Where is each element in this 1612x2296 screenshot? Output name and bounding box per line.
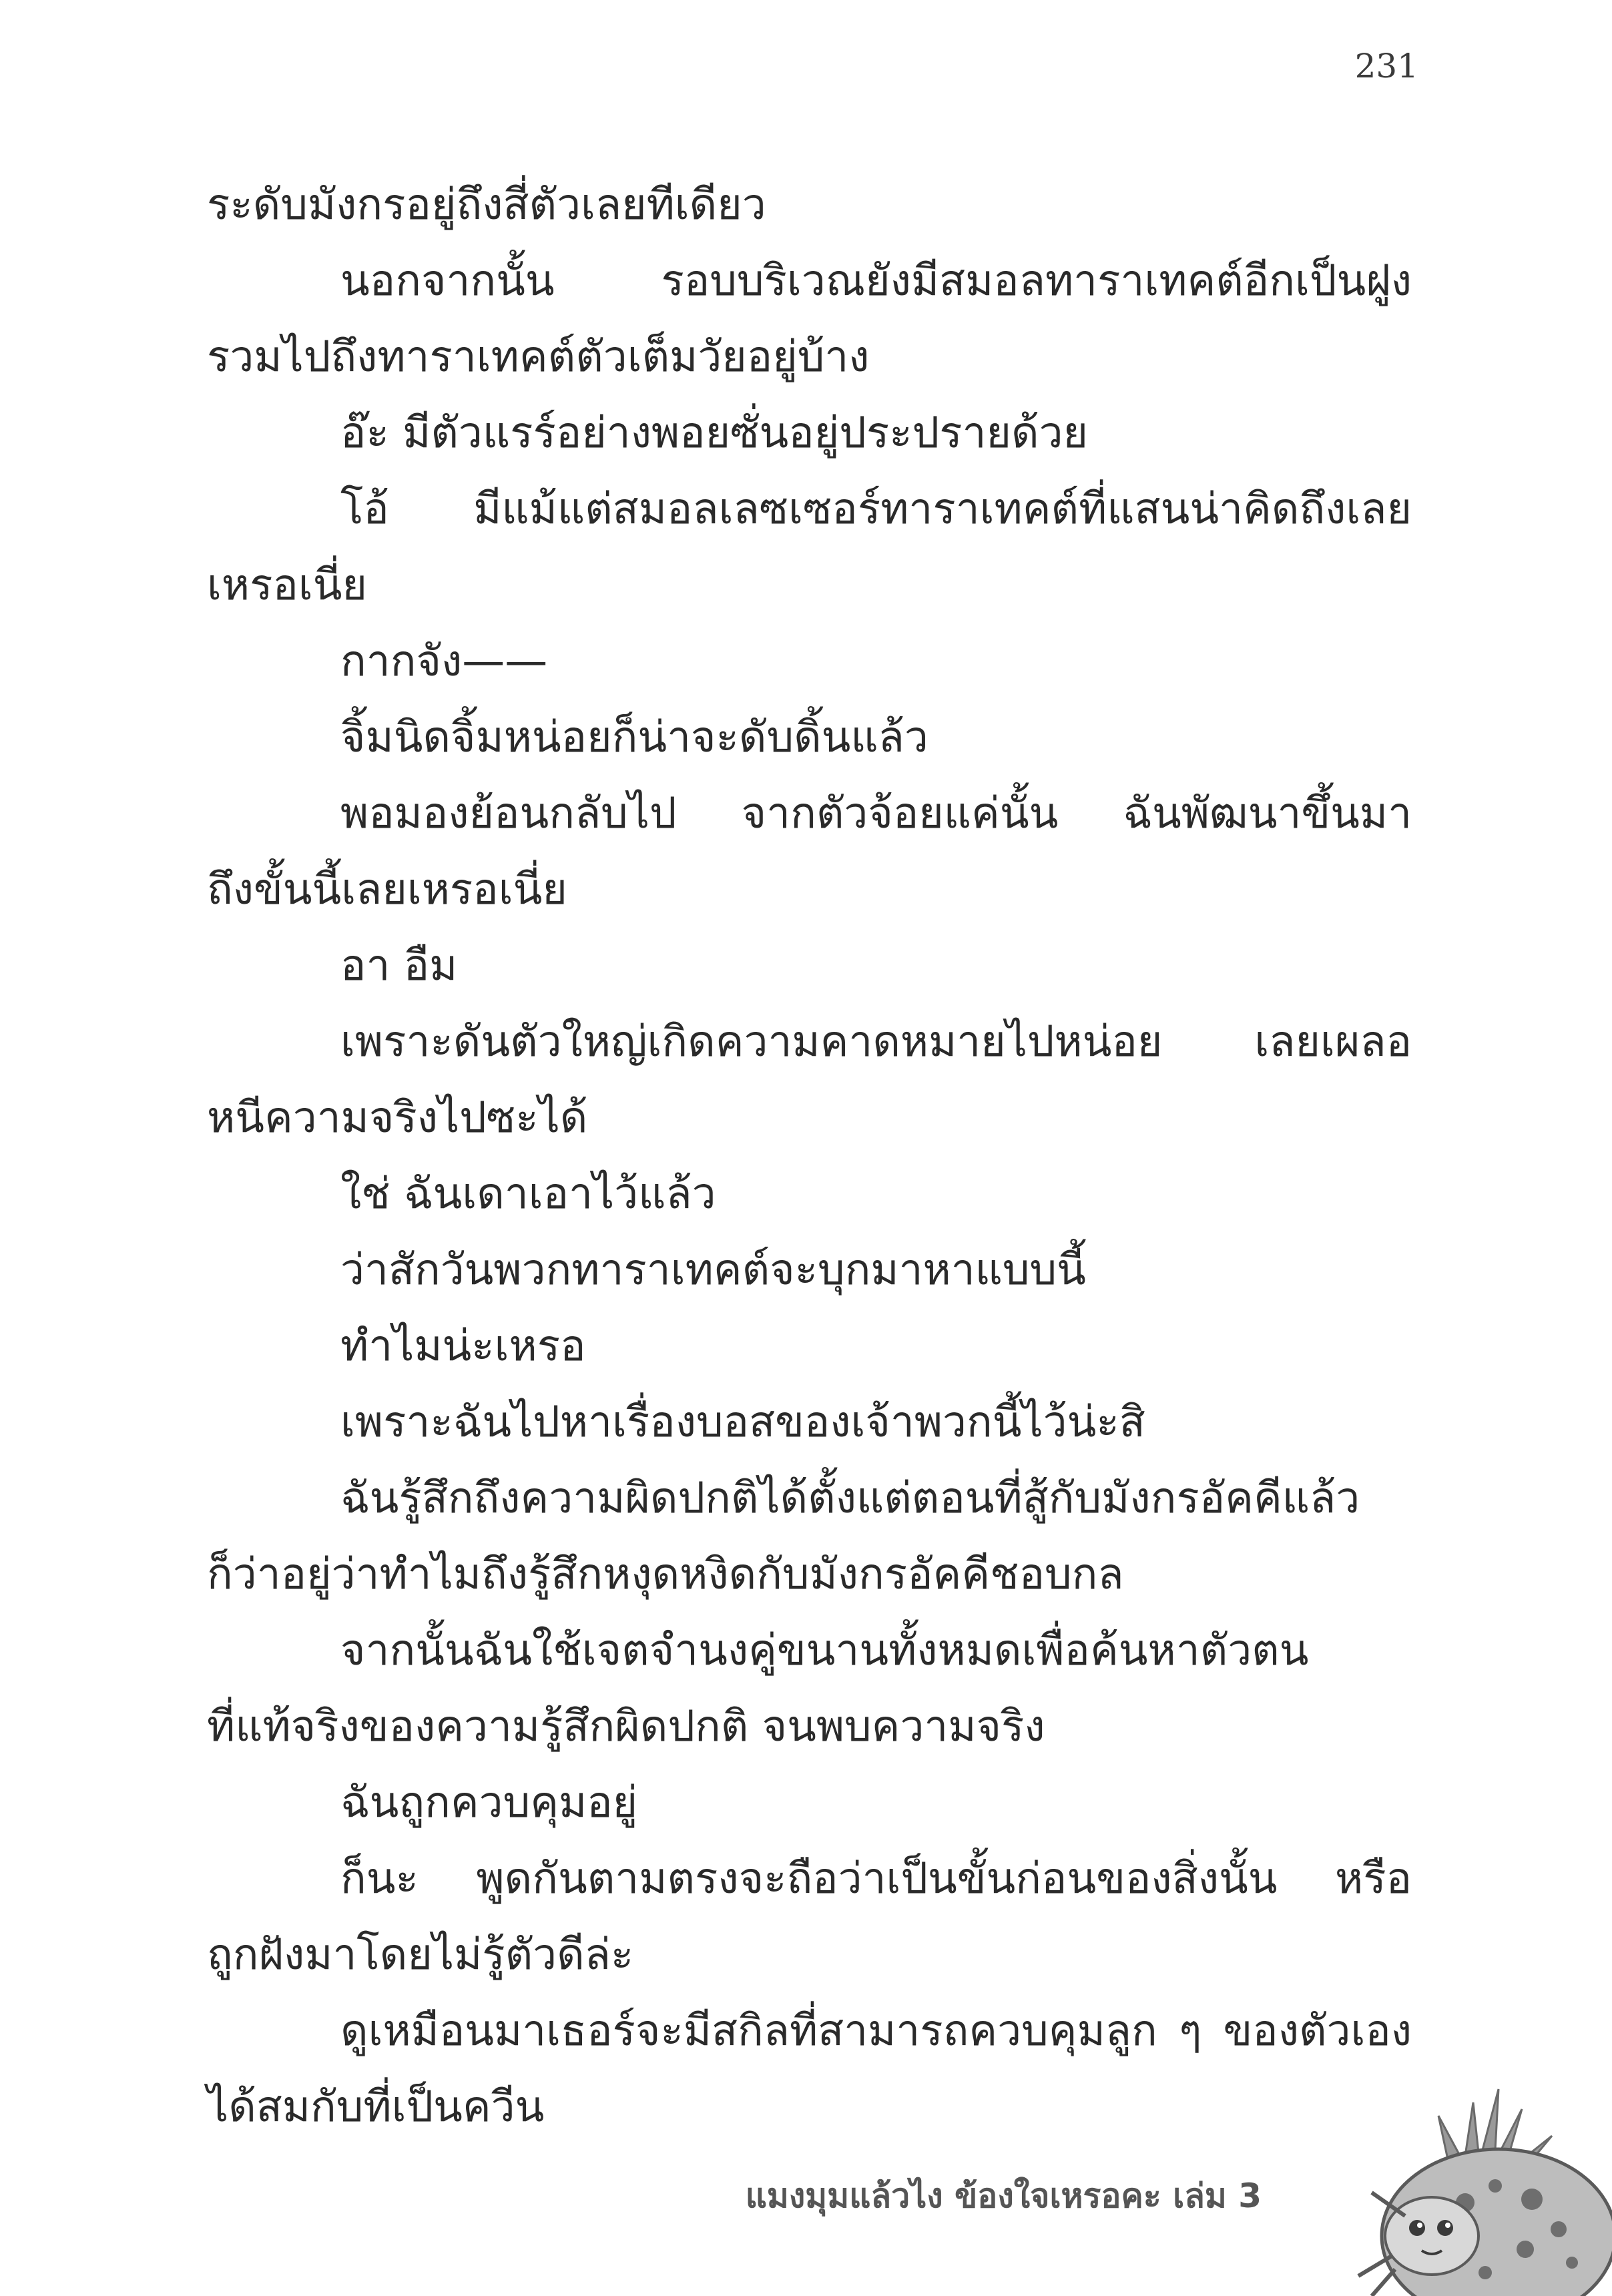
text-line: หนีความจริงไปซะได้ xyxy=(207,1093,588,1143)
text-line: อา อืม xyxy=(340,941,458,990)
text-line: จากนั้นฉันใช้เจตจำนงคู่ขนานทั้งหมดเพื่อค้นหาตัวตน xyxy=(340,1626,1309,1675)
text-line: เพราะดันตัวใหญ่เกิดความคาดหมายไปหน่อย เลยเผลอ xyxy=(340,1017,1412,1067)
text-line: ฉันถูกควบคุมอยู่ xyxy=(340,1778,638,1827)
book-title: แมงมุมแล้วไง ข้องใจเหรอคะ เล่ม 3 xyxy=(745,2177,1262,2215)
text-line: ฉันรู้สึกถึงความผิดปกติได้ตั้งแต่ตอนที่สู้กับมังกรอัคคีแล้ว xyxy=(340,1474,1360,1523)
text-line: นอกจากนั้น รอบบริเวณยังมีสมอลทาราเทคต์อีกเป็นฝูง xyxy=(340,256,1412,306)
text-line: ก็นะ พูดกันตามตรงจะถือว่าเป็นขั้นก่อนของสิ่งนั้น หรือ xyxy=(340,1854,1412,1904)
text-line: ระดับมังกรอยู่ถึงสี่ตัวเลยทีเดียว xyxy=(207,180,766,230)
text-line: ทำไมน่ะเหรอ xyxy=(340,1322,586,1371)
text-line: พอมองย้อนกลับไป จากตัวจ้อยแค่นั้น ฉันพัฒนาขึ้นมา xyxy=(340,789,1412,838)
page-number: 231 xyxy=(1354,47,1418,85)
text-line: ก็ว่าอยู่ว่าทำไมถึงรู้สึกหงุดหงิดกับมังกรอัคคีชอบกล xyxy=(207,1550,1124,1599)
spider-mascot-illustration xyxy=(1332,2076,1612,2296)
body-text xyxy=(207,167,1412,2145)
text-line: จิ้มนิดจิ้มหน่อยก็น่าจะดับดิ้นแล้ว xyxy=(340,713,928,762)
page-footer xyxy=(0,2062,1612,2249)
text-line: ถูกฝังมาโดยไม่รู้ตัวดีล่ะ xyxy=(207,1930,634,1980)
text-line: ได้สมกับที่เป็นควีน xyxy=(207,2082,545,2132)
text-line: รวมไปถึงทาราเทคต์ตัวเต็มวัยอยู่บ้าง xyxy=(207,332,870,382)
text-line: เหรอเนี่ย xyxy=(207,561,367,610)
text-line: ถึงขั้นนี้เลยเหรอเนี่ย xyxy=(207,865,567,914)
text-line: ใช่ ฉันเดาเอาไว้แล้ว xyxy=(340,1169,716,1219)
text-line: เพราะฉันไปหาเรื่องบอสของเจ้าพวกนี้ไว้น่ะสิ xyxy=(340,1398,1145,1447)
text-line: กากจัง—— xyxy=(340,637,548,686)
text-line: ที่แท้จริงของความรู้สึกผิดปกติ จนพบความจริง xyxy=(207,1702,1045,1751)
text-line: อ๊ะ มีตัวแรร์อย่างพอยซั่นอยู่ประปรายด้วย xyxy=(340,408,1089,458)
text-line: ดูเหมือนมาเธอร์จะมีสกิลที่สามารถควบคุมลูก ๆ ของตัวเอง xyxy=(340,2006,1412,2056)
text-line: ว่าสักวันพวกทาราเทคต์จะบุกมาหาแบบนี้ xyxy=(340,1245,1086,1295)
text-line: โอ้ มีแม้แต่สมอลเลซเซอร์ทาราเทคต์ที่แสนน่าคิดถึงเลย xyxy=(340,485,1412,534)
